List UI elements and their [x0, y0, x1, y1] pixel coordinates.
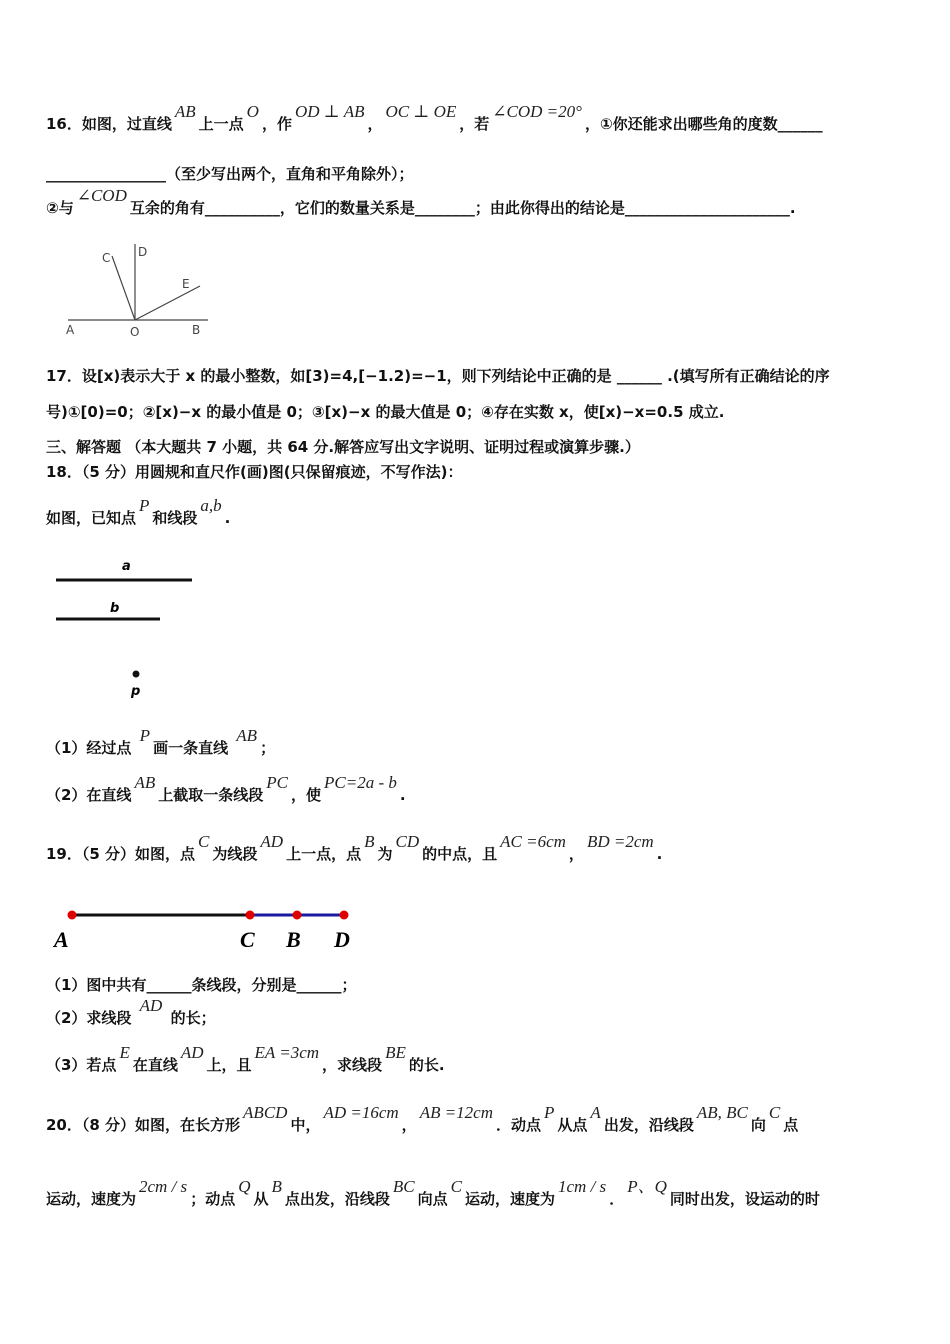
text-line — [46, 1177, 820, 1209]
label-c: C — [102, 251, 111, 265]
point-p — [133, 671, 140, 678]
text-run: 如图，已知点 — [46, 509, 137, 527]
math-expression: C — [768, 1103, 781, 1122]
math-expression: EA =3cm — [254, 1043, 320, 1062]
math-expression: AB, BC — [696, 1103, 748, 1122]
figure-segments-ab-point-p — [50, 550, 210, 705]
math-expression: A — [590, 1103, 601, 1122]
text-run: 运动，速度为 — [46, 1190, 137, 1208]
text-run: ， — [568, 845, 584, 863]
text-line — [46, 102, 823, 134]
text-run: 点 — [783, 1116, 799, 1134]
text-run: 同时出发，设运动的时 — [669, 1190, 820, 1208]
text-run: ， — [401, 1116, 417, 1134]
text-run: 向 — [750, 1116, 766, 1134]
text-line — [46, 186, 796, 218]
label-a: A — [66, 323, 75, 337]
text-run: （2）求线段 — [46, 1009, 137, 1027]
math-expression: a,b — [200, 496, 222, 515]
math-expression: P — [139, 726, 151, 745]
text-run: . — [399, 786, 406, 804]
text-run: 上，且 — [206, 1056, 252, 1074]
math-expression: P — [544, 1103, 555, 1122]
math-expression: E — [119, 1043, 130, 1062]
figure-line-acbd — [50, 905, 370, 955]
text-run: 中， — [290, 1116, 321, 1134]
text-run: ；动点 — [190, 1190, 236, 1208]
text-run: 三、解答题 （本大题共 7 小题，共 64 分.解答应写出文字说明、证明过程或演算步骤.） — [46, 438, 640, 456]
text-line — [46, 164, 414, 184]
math-expression: AD — [180, 1043, 204, 1062]
math-expression: 1cm / s — [558, 1177, 607, 1196]
text-run: 为线段 — [212, 845, 258, 863]
text-run: ，作 — [261, 115, 292, 133]
text-run: 20．（8 分）如图，在长方形 — [46, 1116, 241, 1134]
text-run: 的长； — [165, 1009, 216, 1027]
text-run: 画一条直线 — [153, 739, 234, 757]
text-run: 上一点，点 — [286, 845, 362, 863]
math-expression: AD =16cm — [323, 1103, 399, 1122]
math-expression: OC ⊥ OE — [385, 102, 457, 121]
math-expression: BE — [385, 1043, 406, 1062]
text-run: ．动点 — [496, 1116, 542, 1134]
label-p: p — [131, 684, 141, 699]
math-expression: AB =12cm — [419, 1103, 493, 1122]
label-b: b — [110, 601, 120, 616]
math-expression: AB — [236, 726, 258, 745]
math-expression: CD — [395, 832, 420, 851]
text-run: ， — [367, 115, 383, 133]
text-run: 17．设[x)表示大于 x 的最小整数，如[3)=4,[−1.2)=−1，则下列结论中正确的是 ______ .(填写所有正确结论的序 — [46, 367, 830, 385]
text-line — [46, 437, 640, 457]
math-expression: Q — [238, 1177, 251, 1196]
text-run: 互余的角有__________，它们的数量关系是________；由此你得出的结论是______________________. — [129, 199, 796, 217]
math-expression: O — [246, 102, 259, 121]
text-run: 运动，速度为 — [465, 1190, 556, 1208]
text-run: 从 — [253, 1190, 269, 1208]
text-run: ，使 — [290, 786, 321, 804]
text-line — [46, 1043, 445, 1075]
text-run: 的长. — [408, 1056, 445, 1074]
text-run: （1）经过点 — [46, 739, 137, 757]
text-line — [46, 462, 462, 482]
math-expression: AD — [260, 832, 284, 851]
math-expression: AB — [174, 102, 196, 121]
text-run: 19．（5 分）如图，点 — [46, 845, 196, 863]
text-line — [46, 1103, 799, 1135]
math-expression: BD =2cm — [586, 832, 654, 851]
text-run: ． — [609, 1190, 625, 1208]
text-run: 上截取一条线段 — [158, 786, 264, 804]
text-line — [46, 402, 724, 422]
math-expression: P、Q — [627, 1177, 667, 1196]
text-run: . — [656, 845, 663, 863]
label-d: D — [138, 245, 148, 259]
text-run: 上一点 — [198, 115, 244, 133]
text-run: . — [224, 509, 231, 527]
label-b: B — [192, 323, 201, 337]
text-line — [46, 366, 830, 386]
text-run: （2）在直线 — [46, 786, 132, 804]
label-e: E — [182, 277, 190, 291]
text-run: ，①你还能求出哪些角的度数______ — [584, 115, 823, 133]
math-expression: ∠COD — [76, 186, 127, 205]
math-expression: BC — [392, 1177, 415, 1196]
text-run: 的中点，且 — [422, 845, 498, 863]
text-run: （1）图中共有______条线段，分别是______； — [46, 976, 357, 994]
text-line — [46, 726, 276, 758]
math-expression: ∠COD =20° — [492, 102, 582, 121]
math-expression: 2cm / s — [139, 1177, 188, 1196]
text-run: 为 — [377, 845, 393, 863]
text-run: ，若 — [459, 115, 490, 133]
text-run: （3）若点 — [46, 1056, 117, 1074]
label-a: A — [54, 927, 69, 952]
text-run: 出发，沿线段 — [603, 1116, 694, 1134]
text-line — [46, 996, 216, 1028]
math-expression: ABCD — [243, 1103, 288, 1122]
text-run: ，求线段 — [322, 1056, 383, 1074]
text-run: 和线段 — [152, 509, 198, 527]
text-run: 点出发，沿线段 — [284, 1190, 390, 1208]
text-run: ②与 — [46, 199, 74, 217]
math-expression: C — [450, 1177, 462, 1196]
label-d: D — [334, 927, 350, 952]
text-line — [46, 975, 356, 995]
text-run: 在直线 — [132, 1056, 178, 1074]
text-run: 18．（5 分）用圆规和直尺作(画)图(只保留痕迹，不写作法)： — [46, 463, 463, 481]
text-run: ________________（至少写出两个，直角和平角除外）； — [46, 165, 414, 183]
text-run: 从点 — [557, 1116, 588, 1134]
math-expression: P — [139, 496, 150, 515]
label-o: O — [130, 325, 140, 339]
text-line — [46, 832, 663, 864]
figure-angle-cod — [60, 240, 220, 340]
text-line — [46, 773, 406, 805]
text-run: ； — [260, 739, 276, 757]
math-expression: B — [364, 832, 375, 851]
label-c: C — [240, 927, 255, 952]
math-expression: PC — [266, 773, 288, 792]
label-b: B — [286, 927, 301, 952]
math-expression: AD — [139, 996, 163, 1015]
text-run: 16．如图，过直线 — [46, 115, 172, 133]
math-expression: C — [198, 832, 210, 851]
label-a: a — [122, 559, 131, 574]
math-expression: OD ⊥ AB — [294, 102, 365, 121]
text-line — [46, 496, 231, 528]
math-expression: PC=2a - b — [324, 773, 397, 792]
math-expression: AB — [134, 773, 156, 792]
text-run: 向点 — [417, 1190, 448, 1208]
text-run: 号)①[0)=0；②[x)−x 的最小值是 0；③[x)−x 的最大值是 0；④存在实数 x，使[x)−x=0.5 成立. — [46, 403, 725, 421]
math-expression: AC =6cm — [500, 832, 566, 851]
math-expression: B — [271, 1177, 282, 1196]
